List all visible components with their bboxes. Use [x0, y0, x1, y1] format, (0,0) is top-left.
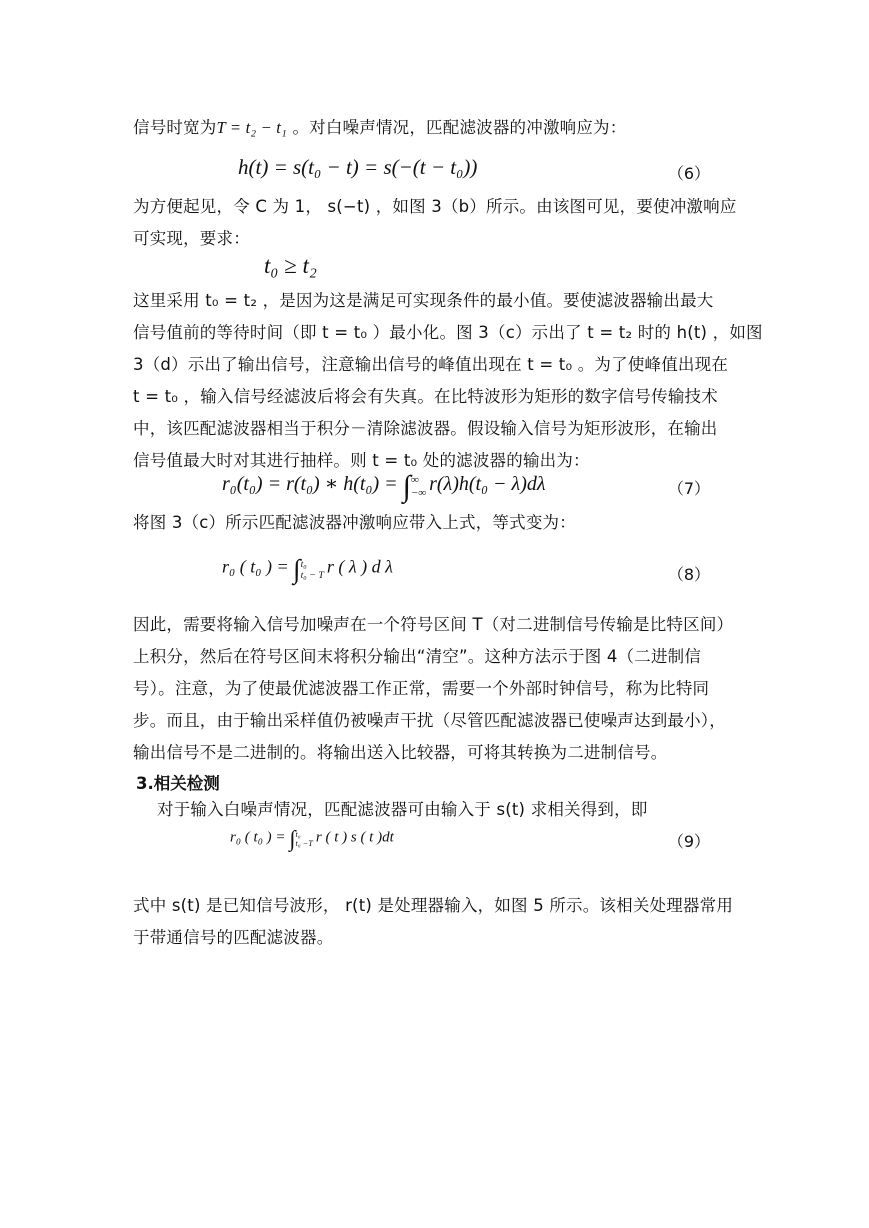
section-heading: 3.相关检测 — [136, 774, 220, 793]
inline-math: T = t₂ − t₁ — [216, 118, 287, 137]
lower-limit: −∞ — [410, 487, 427, 500]
equation-number: （7） — [667, 479, 710, 498]
paragraph-line — [133, 117, 738, 139]
integral-sign: ∫ — [402, 470, 411, 503]
paragraph-line: 为方便起见，令 C 为 1， s(−t) ，如图 3（b）所示。由该图可见，要使冲激响应 — [133, 197, 737, 216]
equation-lhs: r₀ ( t₀ ) = — [222, 556, 294, 577]
integral-limits — [301, 559, 324, 582]
paragraph-line: 于带通信号的匹配滤波器。 — [133, 928, 334, 947]
integral-sign: ∫ — [289, 826, 296, 851]
paragraph-line: 输出信号不是二进制的。将输出送入比较器，可将其转换为二进制信号。 — [133, 743, 668, 762]
paragraph-line: 3（d）示出了输出信号，注意输出信号的峰值出现在 t = t₀ 。为了使峰值出现在 — [133, 355, 729, 374]
paragraph-line: 将图 3（c）所示匹配滤波器冲激响应带入上式，等式变为： — [133, 513, 576, 532]
paragraph-line: 步。而且，由于输出采样值仍被噪声干扰（尽管匹配滤波器已使噪声达到最小）， — [133, 711, 726, 730]
lower-limit: t₀ −T — [295, 839, 313, 849]
equation-rhs: r(λ)h(t₀ − λ)dλ — [429, 473, 546, 495]
paragraph-line: 上积分，然后在符号区间末将积分输出“清空”。这种方法示于图 4（二进制信 — [133, 647, 702, 666]
equation-7 — [222, 470, 546, 504]
upper-limit: t₀ — [300, 558, 307, 570]
integral-limits — [411, 474, 426, 499]
text-span: 信号时宽为 — [133, 118, 217, 137]
equation-6: h(t) = s(t₀ − t) = s(−(t − t₀)) — [238, 155, 478, 179]
lower-limit: t₀ − T — [300, 570, 324, 582]
equation-rhs: r ( λ ) d λ — [326, 556, 393, 577]
equation-number: （6） — [667, 164, 710, 183]
paragraph-line: 信号值最大时对其进行抽样。则 t = t₀ 处的滤波器的输出为： — [133, 451, 590, 470]
equation-lhs: r₀ ( t₀ ) = — [230, 829, 290, 846]
equation-lhs: r₀(t₀) = r(t₀) ∗ h(t₀) = — [222, 473, 403, 495]
equation-rhs: r ( t ) s ( t )dt — [315, 829, 394, 846]
integral-sign: ∫ — [293, 554, 301, 584]
paragraph-line: 号）。注意，为了使最优滤波器工作正常，需要一个外部时钟信号，称为比特同 — [133, 679, 710, 698]
paragraph-line: 式中 s(t) 是已知信号波形， r(t) 是处理器输入，如图 5 所示。该相关处理器常用 — [133, 896, 734, 915]
paragraph-line: 中，该匹配滤波器相当于积分－清除滤波器。假设输入信号为矩形波形，在输出 — [133, 419, 718, 438]
text-span: 。对白噪声情况，匹配滤波器的冲激响应为： — [287, 118, 627, 137]
equation-8 — [222, 554, 393, 585]
upper-limit: t₀ — [295, 829, 301, 839]
integral-limits — [295, 830, 312, 849]
paragraph-line: 这里采用 t₀ = t₂ ，是因为这是满足可实现条件的最小值。要使滤波器输出最大 — [133, 291, 714, 310]
paragraph-line: 可实现，要求： — [133, 229, 250, 248]
equation-number: （9） — [667, 832, 710, 851]
paragraph-line: 信号值前的等待时间（即 t = t₀ ）最小化。图 3（c）示出了 t = t₂ 时的 h(t) ，如图 — [133, 323, 763, 342]
equation-9 — [230, 826, 394, 852]
paragraph-line: 对于输入白噪声情况，匹配滤波器可由输入于 s(t) 求相关得到，即 — [157, 800, 648, 819]
upper-limit: ∞ — [410, 474, 419, 487]
paragraph-line: t = t₀ ，输入信号经滤波后将会有失真。在比特波形为矩形的数字信号传输技术 — [133, 387, 718, 406]
equation-number: （8） — [667, 565, 710, 584]
condition-equation: t₀ ≥ t₂ — [264, 253, 317, 278]
paragraph-line: 因此，需要将输入信号加噪声在一个符号区间 T（对二进制信号传输是比特区间） — [133, 615, 734, 634]
